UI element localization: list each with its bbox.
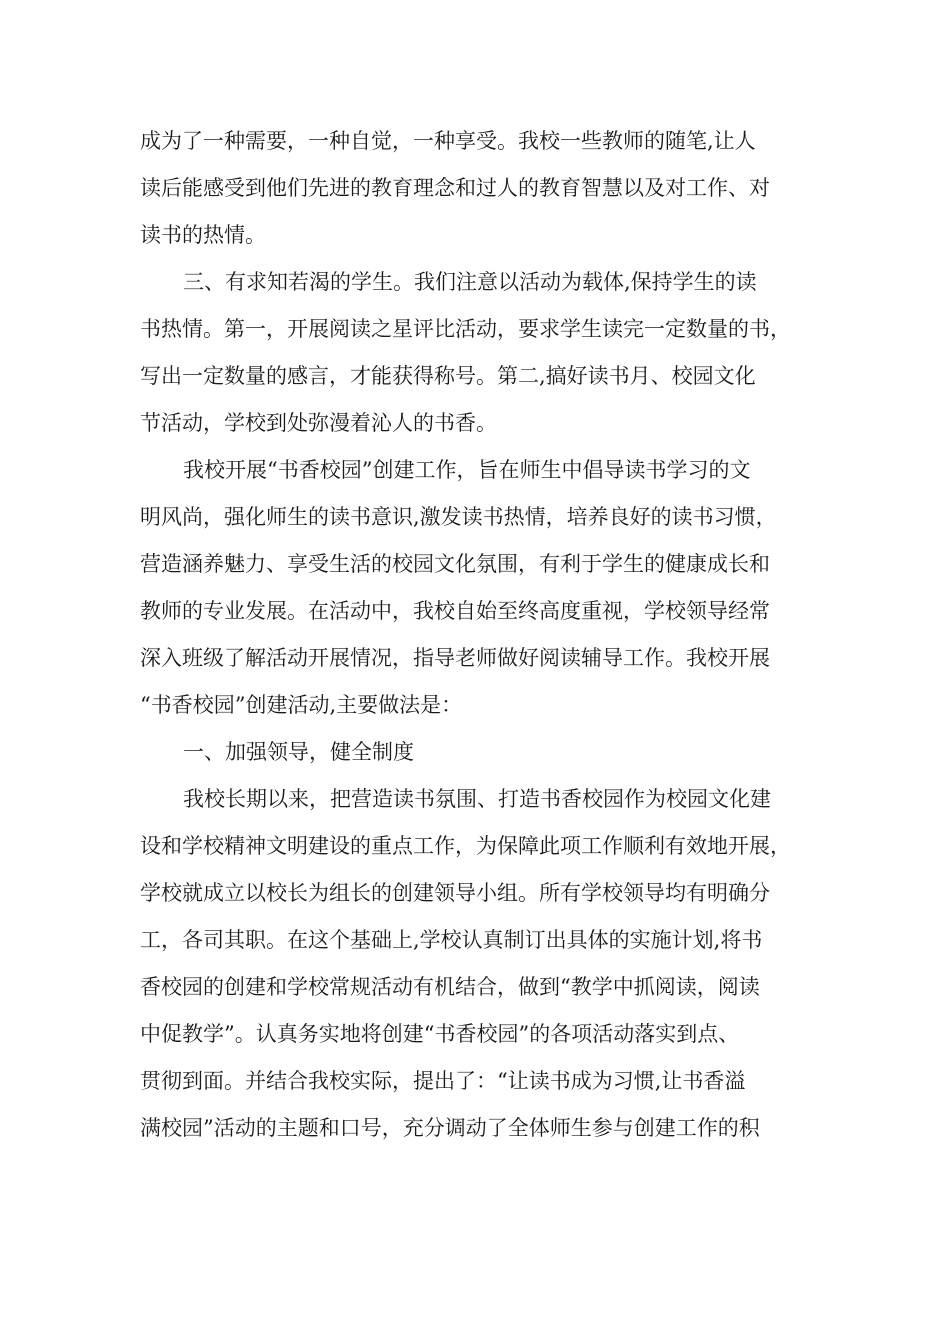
text-line: 香校园的创建和学校常规活动有机结合，做到“教学中抓阅读，阅读 — [140, 975, 760, 999]
text-line: 读书的热情。 — [140, 223, 266, 247]
paragraph-start-line: 三、有求知若渴的学生。我们注意以活动为载体,保持学生的读 — [183, 270, 757, 294]
text-line: 营造涵养魅力、享受生活的校园文化氛围，有利于学生的健康成长和 — [140, 552, 770, 576]
text-line: 明风尚，强化师生的读书意识,激发读书热情，培养良好的读书习惯， — [140, 505, 777, 529]
text-line: 贯彻到面。并结合我校实际，提出了：“让读书成为习惯,让书香溢 — [140, 1069, 746, 1093]
paragraph-start-line: 我校长期以来，把营造读书氛围、打造书香校园作为校园文化建 — [183, 787, 771, 811]
text-line: 书热情。第一，开展阅读之星评比活动，要求学生读完一定数量的书， — [140, 317, 791, 341]
paragraph-start-line: 我校开展“书香校园”创建工作，旨在师生中倡导读书学习的文 — [183, 458, 751, 482]
text-line: “书香校园”创建活动,主要做法是： — [140, 693, 463, 717]
text-line: 满校园”活动的主题和口号，充分调动了全体师生参与创建工作的积 — [140, 1116, 760, 1140]
text-line: 节活动，学校到处弥漫着沁人的书香。 — [140, 411, 497, 435]
text-line: 工，各司其职。在这个基础上,学校认真制订出具体的实施计划,将书 — [140, 928, 763, 952]
text-line: 学校就成立以校长为组长的创建领导小组。所有学校领导均有明确分 — [140, 881, 770, 905]
text-line: 成为了一种需要，一种自觉，一种享受。我校一些教师的随笔,让人 — [140, 129, 756, 153]
section-heading: 一、加强领导，健全制度 — [183, 740, 414, 764]
text-line: 教师的专业发展。在活动中，我校自始至终高度重视，学校领导经常 — [140, 599, 770, 623]
text-line: 中促教学”。认真务实地将创建“书香校园”的各项活动落实到点、 — [140, 1022, 740, 1046]
text-line: 设和学校精神文明建设的重点工作，为保障此项工作顺利有效地开展， — [140, 834, 791, 858]
text-line: 读后能感受到他们先进的教育理念和过人的教育智慧以及对工作、对 — [140, 176, 770, 200]
text-line: 写出一定数量的感言，才能获得称号。第二,搞好读书月、校园文化 — [140, 364, 756, 388]
document-body — [140, 118, 820, 1152]
text-line: 深入班级了解活动开展情况，指导老师做好阅读辅导工作。我校开展 — [140, 646, 770, 670]
